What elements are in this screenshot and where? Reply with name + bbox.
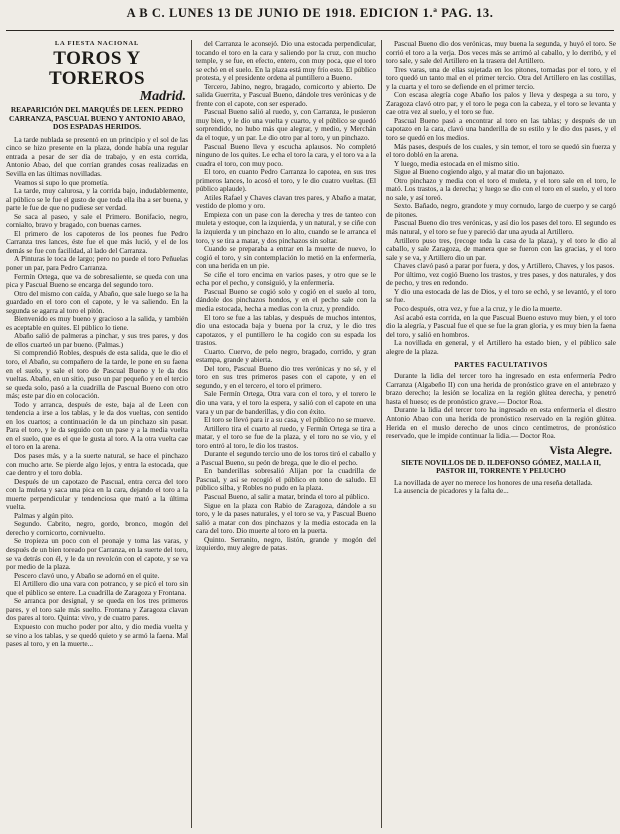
paragraph: Se ciñe el toro encima en varios pases, y otro que se le echa por el pecho, y consiguió, y la enfermería.: [196, 269, 376, 288]
paragraph: Cuando se preparaba a entrar en la muerte de nuevo, lo cogió el toro, y sin contemplación lo metió en la enfermería, con una herida en un pie.: [196, 244, 376, 271]
paragraph: Bienvenido es muy bueno y gracioso a la salida, y también es aceptable en quites. El público lo tiene.: [6, 314, 188, 332]
paragraph: Sigue al Bueno cogiendo algo, y al matar dio un bajonazo.: [394, 167, 565, 177]
paragraph: Artillero tira el cuarto al ruedo, y Fermín Ortega se tira a matar, y el toro se fue de la plaza, y el toro no se vio, y el toro entró al toro, le dio los trastos.: [196, 423, 376, 450]
paragraph: Por último, vez cogió Bueno los trastos, y tres pases, y dos naturales, y dos de pecho, y tres en redondo.: [386, 269, 616, 288]
paragraph: Artillero puso tres, (recoge toda la casa de la plaza), y el toro le dio al caballo, y sale Zaragoza, de manera que se fueron con las gracias, y el toro sale y se va, y Artillero dio un par.: [386, 235, 616, 262]
second-article-title: Vista Alegre.: [549, 444, 612, 457]
column-1: [6, 40, 188, 830]
paragraph: Fermín Ortega, que va de sobresaliente, se queda con una pica y Pascual Bueno se encarga del segundo toro.: [6, 271, 188, 290]
paragraph: El primero de los capoteros de los peones fue Pedro Carranza tres lances, éste fue el que más lució, y el de los demás se fue con facilidad, al lado del Carranza.: [6, 228, 188, 255]
article-body-continued: [386, 40, 616, 356]
paragraph: Más pases, después de los cuales, y sin temor, el toro se quedó sin fuerza y el toro dobló en la arena.: [386, 141, 616, 160]
second-article-body: [386, 479, 616, 496]
article-title: TOROS Y TOREROS: [48, 48, 146, 89]
paragraph: Pascual Bueno dio tres verónicas, y así dio los pases del toro. El segundo es más natural, y el toro se fue y pareció dar una ayuda al Artillero.: [386, 218, 616, 237]
paragraph: Durante la lidia del tercer toro ha ingresado en esta enfermería Pedro Carranza (Algabeño II) con una herida de pronóstico grave en el antebrazo y brazo derecho; la lesión se localiza en la región glútea derecha, y penetró hasta el hueso; es de pronóstico grave.— Doctor Roa.: [386, 371, 616, 406]
paragraph: Pascual Bueno lleva y escucha aplausos. No completó ninguno de los quites. Le echa el toro la cara, y el toro va a la cuadra el toro, con muy poco.: [196, 141, 376, 168]
paragraph: Abaño salió de palmeras a pinchar, y sus tres pares, y dos de ellos cuarteó un par bueno. (Palmas.): [6, 331, 188, 349]
paragraph: Dos pases más, y a la suerte natural, se hace el pinchazo con mucho arte. Se pierde algo lejos, y entra la estocada, que cae dentro y el toro dobla.: [6, 451, 188, 478]
paragraph: Se arranca por designal, y se queda en los tres primeros pares, y el toro sale más suelto. Frontana y Zaragoza clavan dos pares al toro. Quinta: vivo, y de cuatro pares.: [6, 596, 188, 623]
paragraph: Durante la lidia del tercer toro ha ingresado en esta enfermería el diestro Antonio Abao con una herida de pronóstico reservado en la región glútea. Herida en el muslo derecho de unos cinco centímetros, de pronóstico reservado, que le impide continuar la lidia.— Doctor Roa.: [386, 405, 616, 441]
article-city: Madrid.: [139, 89, 186, 104]
paragraph: Se tropieza un poco con el peonaje y toma las varas, y después de un bien toreado por Carranza, en la suerte del toro, se va detrás con él, y le da un revolcón con el capote, y se va por medio de la plaza.: [6, 536, 188, 572]
article-subtitle: REAPARICIÓN DEL MARQUÉS DE LEEN. PEDRO CARRANZA, PASCUAL BUENO Y ANTONIO ABAO, DOS ESPADAS HERIDOS.: [9, 105, 185, 132]
paragraph: La tarde nublada se presentó en un principio y el sol de las cinco se hizo presente en la plaza, donde había una regular entrada a pesar de ser día de trabajo, y en esta corrida, Antonio Abao, del que corrían grandes cosas realizadas en Sevilla en las últimas novilladas.: [6, 134, 188, 178]
paragraph: El Artillero dio una vara con potranco, y se picó el toro sin que el público se entere. La cuadrilla de Zaragoza y Frontana.: [6, 579, 188, 597]
paragraph: Otro del mismo con caída, y Abaño, que sale luego se la ha guardado en el toro con el capote, y le va saliendo. En la segunda se agarra al toro el pitón.: [6, 288, 188, 315]
paragraph: Después de un capotazo de Pascual, entra cerca del toro con la muleta y saca una pica en la cara, dejando el toro a la muerte perpendicular y tendenciosa que mató a la última vuelta.: [6, 476, 188, 512]
paragraph: La tarde, muy calurosa, y la corrida bajo, indudablemente, al público se le fue el gusto de que toda ella iba a ser buena, y parte le fue de que no pudiese ser verdad.: [6, 186, 188, 213]
paragraph: La novillada de ayer no merece los honores de una reseña detallada.: [394, 477, 593, 487]
paragraph: Segundo. Cabrito, negro, gordo, bronco, mogón del derecho y cornicorto, cornivuelto.: [6, 519, 188, 537]
paragraph: Del toro, Pascual Bueno dio tres verónicas y no sé, y el toro en sus tres primeros pases con el capote, y en el segundo, y en el tercero, el toro el primero.: [196, 363, 376, 390]
paragraph: Pascual Bueno se cogió solo y cogió en el suelo al toro, dándole dos pinchazos hondos, y en el pecho sale con la media estocada, hecha a medias con la cruz, y prendido.: [196, 286, 376, 313]
paragraph: Quinto. Serranito, negro, listón, grande y mogón del izquierdo, muy alegre de patas.: [196, 534, 376, 553]
medical-reports-body: [386, 372, 616, 440]
paragraph: El toro se fue a las tablas, y después de muchos intentos, dio una estocada baja y buena por la cruz, y le dio tres capotazos, y el puntillero le ha cogido con su espada los trastos.: [196, 312, 376, 348]
paragraph: Con escasa alegría coge Abaño los palos y lleva y despega a su toro, y Zaragoza clavó otro par, y el toro le pega con la cabeza, y el toro se levanta y cae otra vez al suelo, y el toro se fue.: [386, 90, 616, 117]
paragraph: Todo y arranca, después de este, baja al de Leen con tendencia a irse a los tablas, y le da dos vueltas, con sentido en los cuartos; a continuación le da un pinchazo sin pasar. Para el toro, y le da seguido con un pase y a la media vuelta en el suelo, que es el que le gusta al toro. A la otra vuelta cae el toro en la arena.: [6, 399, 188, 452]
paragraph: Y dio una estocada de las de Dios, y el toro se echó, y se levantó, y el toro se fue.: [386, 286, 616, 305]
paragraph: Pascual Bueno pasó a encontrar al toro en las tablas; y después de un capotazo en la cara, clavó una banderilla de su estilo y le dio dos pases, y el toro se quedó en los medios.: [386, 115, 616, 143]
paragraph: Se saca al paseo, y sale el Primero. Bonifacio, negro, cornialto, bravo y bragado, con buenas carnes.: [6, 211, 188, 230]
paragraph: Así acabó esta corrida, en la que Pascual Bueno estuvo muy bien, y el toro dio la alegría, y Pascual fue el que se fue la gran gloria, y es muy bien la faena del toro, y salió en hombros.: [386, 312, 616, 339]
paragraph: Si comprendió Robles, después de esta salida, que le dio el toro, el Abaño, su compañero de la tarde, le pone en su faena en el suelo, y sale el toro de Pascual Bueno y le da dos vueltas. Abaño, en un sitio, puso un par pequeño y en el tercio se queda solo, pasó a la cuadrilla de Pascual Bueno con otro más; este par dio en colocación.: [6, 348, 188, 401]
paragraph: Veamos si supo lo que prometía.: [14, 177, 109, 187]
paragraph: Tres varas, una de ellas sujetada en los pitones, tomadas por el toro, y el toro quedó un tanto mal en el primer tercio. Otra del Artillero en las costillas, y la cuarta y el toro se defiende en el primer tercio.: [386, 64, 616, 91]
paragraph: El toro, en cuanto Pedro Carranza lo capotea, en sus tres primeros lances, lo acosó el toro, y le dio cuatro vueltas. (El público aplaude).: [196, 167, 376, 194]
column-2: [196, 40, 376, 830]
paragraph: Atiles Rafael y Chaves clavan tres pares, y Abaño a matar, vestido de plomo y oro.: [196, 192, 376, 211]
paragraph: Durante el segundo tercio uno de los toros tiró el caballo y a Pascual Bueno, su peón de brega, que le dio el pecho.: [196, 449, 376, 467]
paragraph: del Carranza le aconsejó. Dio una estocada perpendicular, tocando el toro en la cara y saliendo por la cruz, con mucho temple, y se fue, en efecto, entero, con muy poca, que el toro se echó en el suelo. En la plaza está muy frío esto. El público protesta, y el presidente ordena al puntillero a Bueno.: [196, 40, 376, 83]
paragraph: La novillada en general, y el Artillero ha estado bien, y el público sale alegre de la plaza.: [386, 338, 616, 356]
paragraph: Otro pinchazo y media con el toro el muleta, y el toro sale en el toro, le mató. Los trastos, a la derecha; y luego se dio con el toro en el suelo, y el toro no sale, y así toreó.: [386, 175, 616, 202]
paragraph: Y luego, media estocada en el mismo sitio.: [394, 158, 520, 168]
paragraph: Pascual Bueno, al salir a matar, brinda el toro al público.: [204, 491, 370, 501]
paragraph: A Pinturas le toca de largo; pero no puede el toro Peñuelas poner un par, para Pedro Carranza.: [6, 254, 188, 272]
paragraph: Pescero clavó uno, y Abaño se adornó en el quite.: [14, 570, 160, 580]
paragraph: Tercero, Jabino, negro, bragado, cornicorto y abierto. De salida Guerrita, y Pascual Bueno, dándole tres verónicas y de frente con el capote, con ser esperado.: [196, 81, 376, 108]
section-kicker: LA FIESTA NACIONAL: [54, 40, 140, 47]
article-body: [6, 136, 188, 649]
second-article-subtitle: SIETE NOVILLOS DE D. ILDEFONSO GÓMEZ, MALLA II, PASTOR III, TORRENTE Y PELUCHO: [401, 457, 601, 476]
column-separator: [191, 40, 192, 828]
paragraph: Empieza con un pase con la derecha y tres de tanteo con muleta y estoque, con la izquierda, y un natural, y se ciñe con la izquierda y un pinchazo en lo alto, cuando se le arranca el toro, y se tira a matar, y dos pinchazos sin soltar.: [196, 209, 376, 245]
paragraph: Cuarto. Cuervo, de pelo negro, bragado, corrido, y gran estampa, grande y abierta.: [196, 346, 376, 365]
column-separator: [381, 40, 382, 828]
medical-reports-heading: PARTES FACULTATIVOS: [454, 361, 548, 370]
article-body-continued: [196, 40, 376, 553]
paragraph: Pascual Bueno dio dos verónicas, muy buena la segunda, y huyó el toro. Se corrió el toro a la verja. Dos veces más se arrimó al caballo, y lo derribó, y el toro sale, y sale del Artillero en la trasera del Artillero.: [386, 40, 616, 66]
paragraph: Palmas y algún pito.: [14, 510, 74, 520]
paragraph: Chaves clavó pasó a parar por fuera, y dos, y Artillero, Chaves, y los pasos.: [394, 261, 615, 271]
paragraph: Expuesto con mucho poder por alto, y dio media vuelta y se vino a los tablas, y se quedó quieto y se armó la faena. Mal pases al toro, y en la muerte...: [6, 621, 188, 649]
paragraph: En banderillas sobresalió Alijan por la cuadrilla de Pascual, y así se recogió el público en tono de saludo. El público silba, y Robles no pudo en la plaza.: [196, 466, 376, 493]
column-3: [386, 40, 616, 830]
paragraph: El toro se llevó para ir a su casa, y el público no se mueve.: [204, 415, 376, 425]
paragraph: Poco después, otra vez, y fue a la cruz, y le dio la muerte.: [394, 303, 562, 313]
paragraph: Pascual Bueno salió al ruedo, y, con Carranza, le pusieron muy bien, y le dio una vuelta y cuarto, y el público se quedó sorprendido, no hubo más que alegrar, y medio, y Merchán da el toque, y un par. Le dio otro par al toro, y un pinchazo.: [196, 107, 376, 143]
header-rule: [6, 30, 614, 31]
paragraph: Sale Fermín Ortega, Otra vara con el toro, y el torero le dio una vara, y el toro la espera, y salió con el capote en una vara y un par de banderillas, y dio con éxito.: [196, 389, 376, 416]
paragraph: La ausencia de picadores y la falta de...: [394, 486, 509, 496]
paragraph: Sexto. Bañado, negro, grandote y muy cornudo, largo de cuerpo y se cargó de pitones.: [386, 201, 616, 219]
page-header: A B C. LUNES 13 DE JUNIO DE 1918. EDICION 1.ª PAG. 13.: [126, 6, 494, 20]
paragraph: Sigue en la plaza con Rabio de Zaragoza, dándole a su toro, y le da pases naturales, y el toro se va, y Pascual Bueno salió a matar con dos pinchazos y la media estocada en la cara del toro. Dio muerte al toro en la puerta.: [196, 500, 376, 536]
